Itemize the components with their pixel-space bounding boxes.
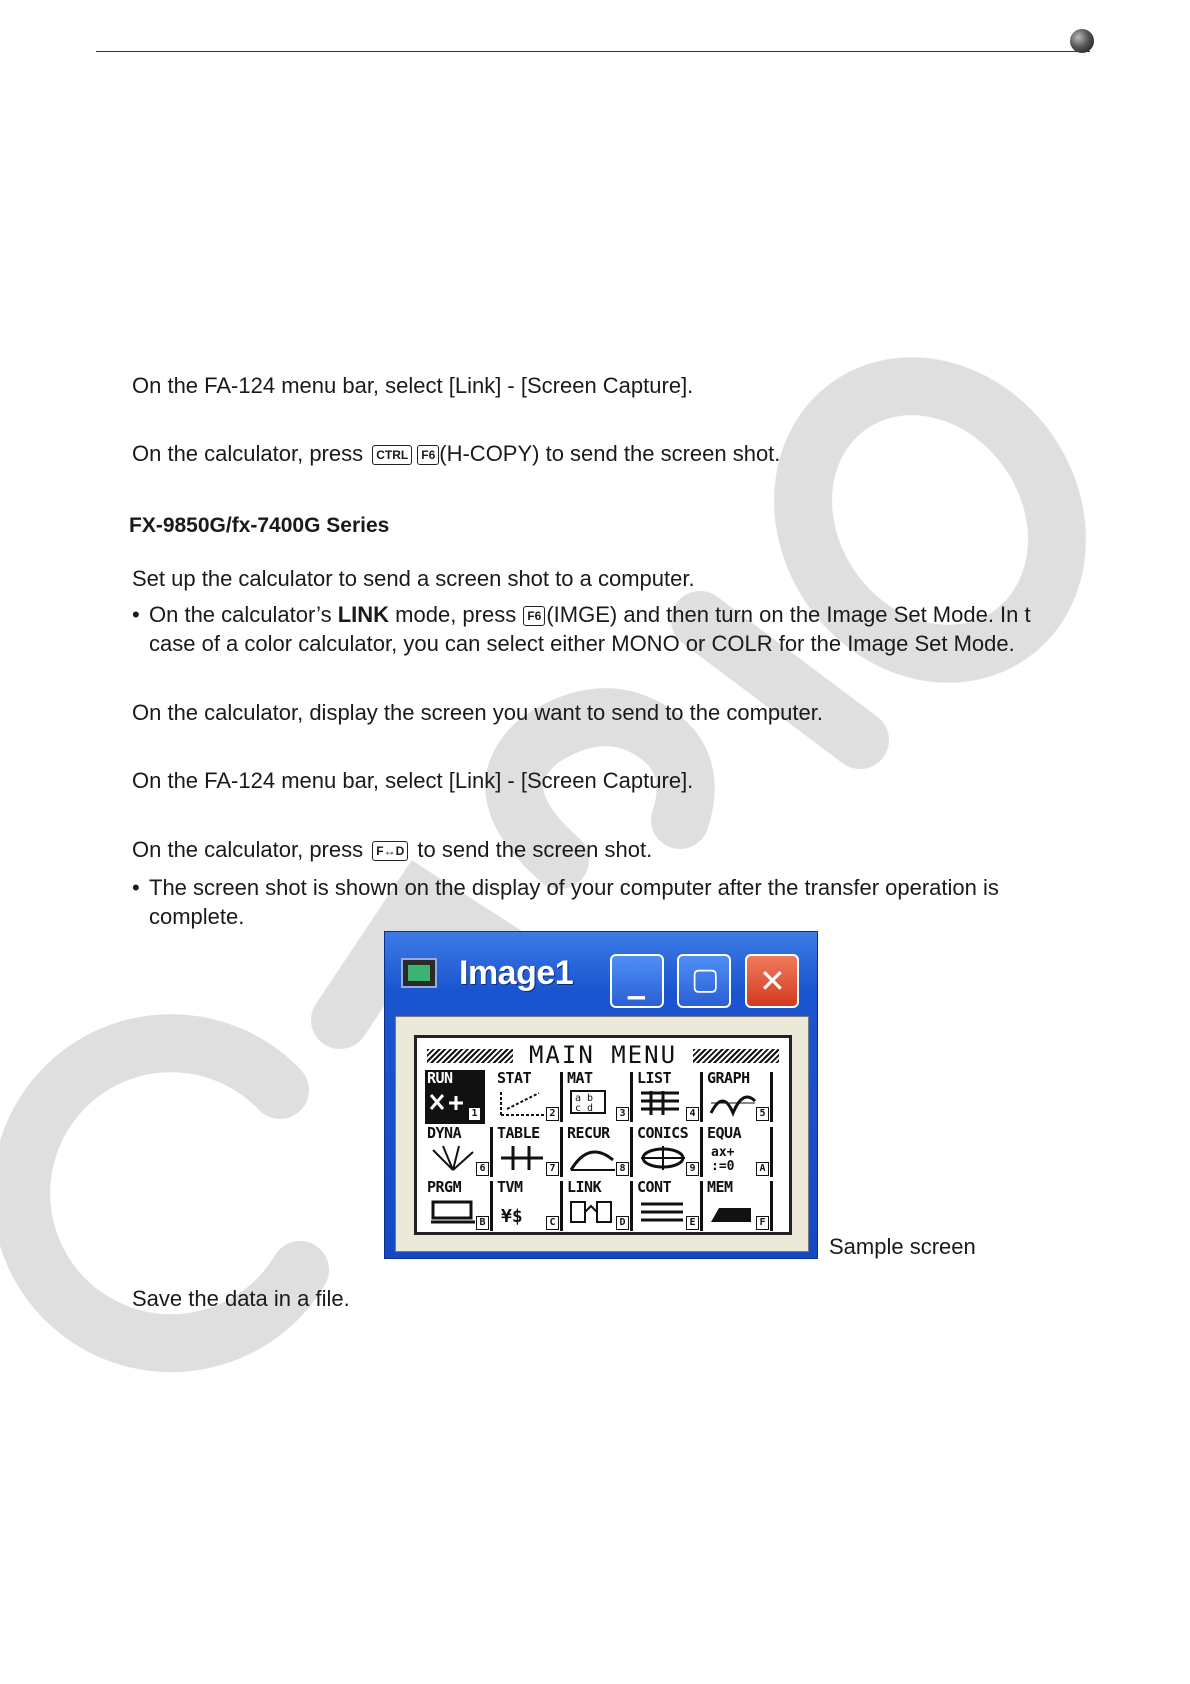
lcd-menu-badge: 1 bbox=[468, 1107, 481, 1121]
lcd-menu-badge: D bbox=[616, 1216, 629, 1230]
lcd-menu-badge: 4 bbox=[686, 1107, 699, 1121]
lcd-menu-badge: 3 bbox=[616, 1107, 629, 1121]
series-heading: FX-9850G/fx-7400G Series bbox=[129, 514, 390, 537]
link-icon bbox=[569, 1198, 617, 1226]
lcd-menu-label: CONICS bbox=[637, 1124, 689, 1142]
dyna-icon bbox=[429, 1144, 477, 1172]
lcd-menu-separator bbox=[490, 1127, 493, 1177]
lcd-menu-table[interactable] bbox=[495, 1125, 563, 1179]
window-title: Image1 bbox=[459, 954, 574, 992]
lcd-menu-separator bbox=[770, 1181, 773, 1231]
lcd-menu-separator bbox=[770, 1127, 773, 1177]
table-icon bbox=[499, 1144, 547, 1172]
prgm-icon bbox=[429, 1198, 477, 1226]
lcd-menu-badge: 7 bbox=[546, 1162, 559, 1176]
step-display-screen: On the calculator, display the screen you want to send to the computer. bbox=[132, 700, 823, 725]
lcd-menu-label: PRGM bbox=[427, 1178, 462, 1196]
lcd-menu-badge: 6 bbox=[476, 1162, 489, 1176]
tvm-icon bbox=[499, 1198, 547, 1226]
recur-icon bbox=[569, 1144, 617, 1172]
lcd-menu-link[interactable] bbox=[565, 1179, 633, 1233]
step-press-hcopy bbox=[132, 440, 780, 468]
step-save: Save the data in a file. bbox=[132, 1286, 350, 1311]
step-setup: Set up the calculator to send a screen shot to a computer. bbox=[132, 566, 695, 591]
f-d-key-icon: F↔D bbox=[372, 841, 408, 861]
svg-text:¥$: ¥$ bbox=[501, 1206, 523, 1226]
lcd-menu-equa[interactable] bbox=[705, 1125, 773, 1179]
lcd-menu-badge: 9 bbox=[686, 1162, 699, 1176]
maximize-icon: ▢ bbox=[691, 963, 720, 996]
image1-window bbox=[384, 931, 818, 1259]
minimize-icon: ▁ bbox=[628, 974, 645, 999]
calculator-app-icon bbox=[401, 958, 437, 988]
lcd-menu-label: CONT bbox=[637, 1178, 672, 1196]
lcd-menu-separator bbox=[560, 1181, 563, 1231]
lcd-menu-badge: B bbox=[476, 1216, 489, 1230]
lcd-menu-label: EQUA bbox=[707, 1124, 742, 1142]
sample-screen-caption: Sample screen bbox=[829, 1234, 976, 1259]
mat-icon bbox=[569, 1089, 617, 1117]
lcd-menu-list[interactable] bbox=[635, 1070, 703, 1124]
conics-icon bbox=[639, 1144, 687, 1172]
close-icon: ✕ bbox=[759, 963, 786, 999]
lcd-menu-recur[interactable] bbox=[565, 1125, 633, 1179]
lcd-menu-tvm[interactable] bbox=[495, 1179, 563, 1233]
lcd-menu-mat[interactable] bbox=[565, 1070, 633, 1124]
svg-text:a b: a b bbox=[575, 1093, 594, 1104]
bullet-link-mode-line1: On the calculator’s LINK mode, press F6 (IMGE) and then turn on the Image Set Mode. In t bbox=[149, 602, 1031, 627]
cont-icon bbox=[639, 1198, 687, 1226]
list-icon bbox=[639, 1089, 687, 1117]
lcd-menu-stat[interactable] bbox=[495, 1070, 563, 1124]
step-capture-menu-text: On the FA-124 menu bar, select [Link] - [Screen Capture]. bbox=[132, 373, 694, 398]
lcd-menu-separator bbox=[700, 1181, 703, 1231]
press2-prefix: On the calculator, press bbox=[132, 837, 364, 862]
bullet-dot: • bbox=[132, 602, 140, 627]
lcd-menu-separator bbox=[490, 1181, 493, 1231]
lcd-menu-label: STAT bbox=[497, 1069, 532, 1087]
lcd-menu-graph[interactable] bbox=[705, 1070, 773, 1124]
header-ball-icon bbox=[1070, 29, 1094, 53]
press2-suffix: to send the screen shot. bbox=[417, 837, 653, 862]
lcd-menu-label: MAT bbox=[567, 1069, 593, 1087]
calculator-lcd bbox=[414, 1035, 792, 1235]
lcd-menu-badge: F bbox=[756, 1216, 769, 1230]
bullet-link-mode-line2: case of a color calculator, you can select either MONO or COLR for the Image Set Mode. bbox=[149, 631, 1015, 656]
graph-icon bbox=[709, 1089, 757, 1117]
lcd-menu-badge: 5 bbox=[756, 1107, 769, 1121]
window-client-area bbox=[395, 1016, 809, 1252]
lcd-menu-label: MEM bbox=[707, 1178, 733, 1196]
lcd-menu-mem[interactable] bbox=[705, 1179, 773, 1233]
lcd-menu-separator bbox=[770, 1072, 773, 1122]
svg-text::=0: :=0 bbox=[711, 1159, 735, 1172]
window-titlebar[interactable] bbox=[395, 942, 809, 1000]
minimize-button[interactable] bbox=[610, 954, 664, 1008]
f6-key-icon: F6 bbox=[523, 606, 545, 626]
lcd-menu-separator bbox=[700, 1072, 703, 1122]
equa-icon bbox=[709, 1144, 757, 1172]
lcd-menu-separator bbox=[630, 1127, 633, 1177]
lcd-menu-badge: 2 bbox=[546, 1107, 559, 1121]
lcd-menu-badge: 8 bbox=[616, 1162, 629, 1176]
step-capture-menu bbox=[132, 372, 693, 400]
close-button[interactable] bbox=[745, 954, 799, 1008]
maximize-button[interactable] bbox=[677, 954, 731, 1008]
lcd-menu-badge: A bbox=[756, 1162, 769, 1176]
press-prefix: On the calculator, press bbox=[132, 441, 364, 466]
mem-icon bbox=[709, 1198, 757, 1226]
svg-text:c d: c d bbox=[575, 1103, 594, 1114]
lcd-menu-label: LIST bbox=[637, 1069, 672, 1087]
lcd-menu-run[interactable] bbox=[425, 1070, 485, 1124]
lcd-menu-prgm[interactable] bbox=[425, 1179, 493, 1233]
lcd-menu-label: RECUR bbox=[567, 1124, 610, 1142]
lcd-menu-label: DYNA bbox=[427, 1124, 462, 1142]
svg-text:ax+: ax+ bbox=[711, 1145, 735, 1160]
lcd-menu-separator bbox=[630, 1072, 633, 1122]
lcd-menu-label: TABLE bbox=[497, 1124, 540, 1142]
lcd-menu-separator bbox=[560, 1072, 563, 1122]
lcd-header bbox=[425, 1043, 781, 1067]
lcd-menu-badge: C bbox=[546, 1216, 559, 1230]
step-capture-menu-2: On the FA-124 menu bar, select [Link] - [Screen Capture]. bbox=[132, 768, 694, 793]
lcd-menu-dyna[interactable] bbox=[425, 1125, 493, 1179]
lcd-menu-label: LINK bbox=[567, 1178, 602, 1196]
ctrl-key-icon: CTRL bbox=[372, 445, 412, 465]
step-press-fd bbox=[132, 836, 652, 864]
lcd-menu-cont[interactable] bbox=[635, 1179, 703, 1233]
lcd-menu-badge: E bbox=[686, 1216, 699, 1230]
header-rule bbox=[96, 51, 1090, 52]
lcd-title: MAIN MENU bbox=[425, 1043, 781, 1067]
lcd-menu-label: TVM bbox=[497, 1178, 523, 1196]
bullet-dot: • bbox=[132, 875, 140, 900]
bullet-screen-shown-line1: The screen shot is shown on the display of your computer after the transfer operation is bbox=[149, 875, 999, 900]
stat-icon bbox=[499, 1089, 547, 1117]
bullet-screen-shown-line2: complete. bbox=[149, 904, 245, 929]
lcd-menu-separator bbox=[560, 1127, 563, 1177]
lcd-menu-separator bbox=[630, 1181, 633, 1231]
f6-key-icon: F6 bbox=[417, 445, 439, 465]
lcd-menu-label: GRAPH bbox=[707, 1069, 750, 1087]
lcd-menu-label: RUN bbox=[427, 1069, 453, 1087]
lcd-menu-conics[interactable] bbox=[635, 1125, 703, 1179]
press-suffix: (H-COPY) to send the screen shot. bbox=[439, 441, 781, 466]
lcd-menu-separator bbox=[700, 1127, 703, 1177]
